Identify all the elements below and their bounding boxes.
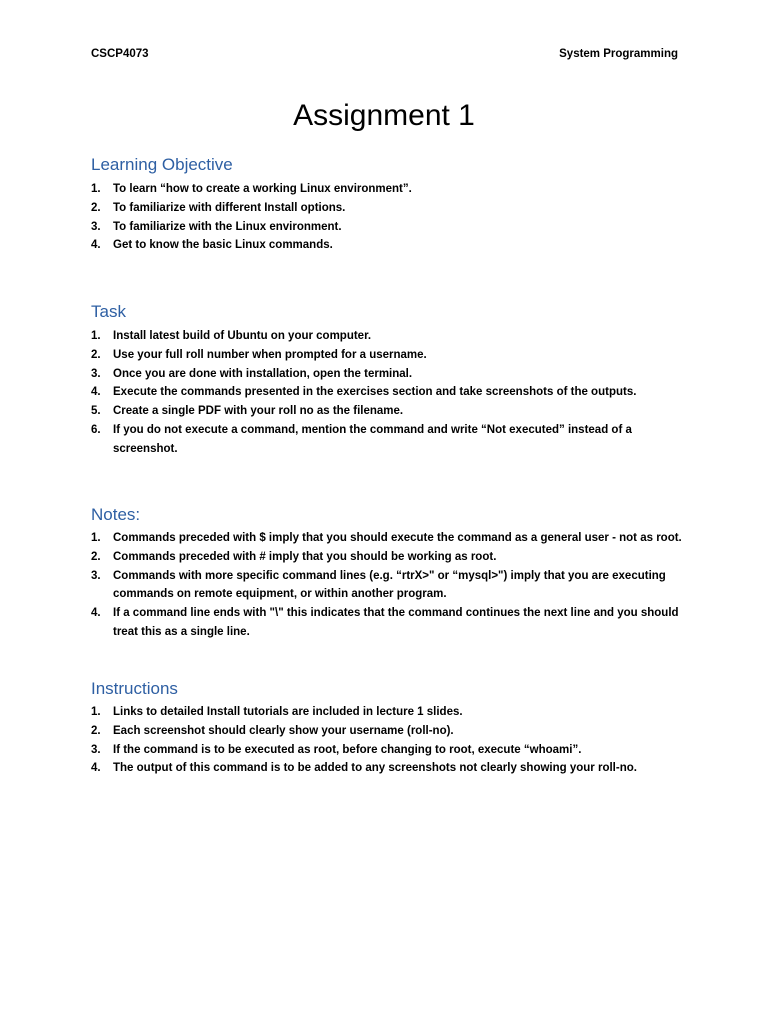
list-item: 1. To learn “how to create a working Linux environment”. [91,183,412,195]
document-title: Assignment 1 [293,99,475,132]
instructions-list [91,703,691,778]
course-name: System Programming [559,48,678,60]
task-list [91,327,691,459]
list-item: 4. Execute the commands presented in the exercises section and take screenshots of the outputs. [91,386,637,399]
notes-heading: Notes: [91,505,141,524]
list-item: 1. Install latest build of Ubuntu on your computer. [91,330,372,342]
list-item: 4. If a command line ends with "\" this indicates that the command continues the next line and you should treat this as a single line. [91,607,679,638]
learning-objective-heading: Learning Objective [91,155,233,174]
list-item: 2. Each screenshot should clearly show your username (roll-no). [91,724,454,737]
course-code: CSCP4073 [91,48,149,60]
list-item: 3. If the command is to be executed as root, before changing to root, execute “whoami”. [91,743,582,756]
page-header [91,48,678,64]
list-item: 6. If you do not execute a command, mention the command and write “Not executed” instead of a screenshot. [91,423,632,455]
learning-objective-list [91,180,691,255]
list-item: 2. To familiarize with different Install options. [91,201,346,214]
list-item: 4. The output of this command is to be added to any screenshots not clearly showing your roll-no. [91,762,637,775]
list-item: 3. Once you are done with installation, open the terminal. [91,367,413,380]
instructions-heading: Instructions [91,679,178,698]
list-item: 4. Get to know the basic Linux commands. [91,239,333,252]
task-heading: Task [91,302,126,321]
list-item: 1. Links to detailed Install tutorials are included in lecture 1 slides. [91,706,463,718]
list-item: 3. Commands with more specific command lines (e.g. “rtrX>" or “mysql>") imply that you are executing commands on remote equipment, or within another program. [91,569,666,601]
list-item: 2. Use your full roll number when prompted for a username. [91,348,427,361]
list-item: 5. Create a single PDF with your roll no as the filename. [91,405,404,418]
list-item: 2. Commands preceded with # imply that you should be working as root. [91,550,497,563]
notes-list [91,529,691,642]
list-item: 1. Commands preceded with $ imply that you should execute the command as a general user - not as root. [91,532,682,544]
list-item: 3. To familiarize with the Linux environment. [91,220,342,233]
